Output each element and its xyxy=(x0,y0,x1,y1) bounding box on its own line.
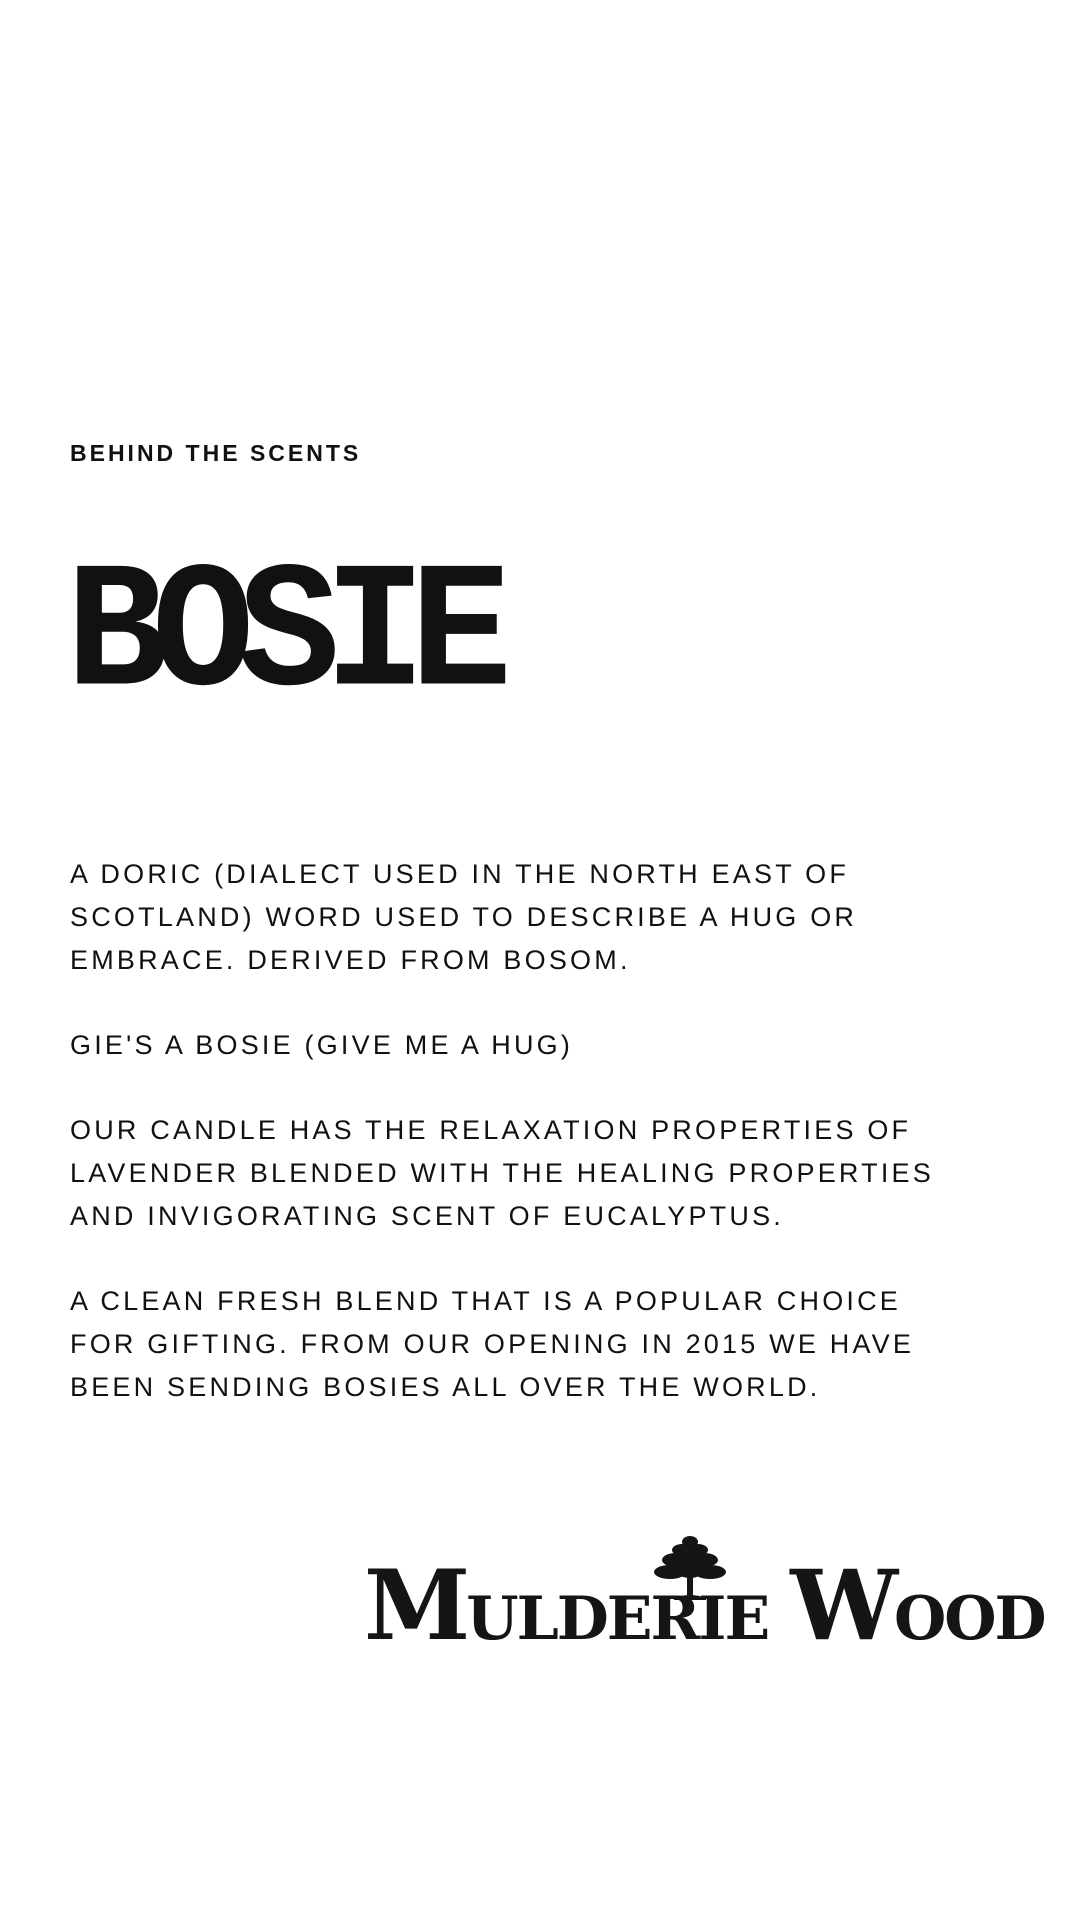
section-kicker: BEHIND THE SCENTS xyxy=(70,440,362,466)
text-line: EMBRACE. DERIVED FROM BOSOM. xyxy=(70,945,631,975)
text-line: A DORIC (DIALECT USED IN THE NORTH EAST OF xyxy=(70,859,850,889)
text-line: LAVENDER BLENDED WITH THE HEALING PROPERTIES xyxy=(70,1158,934,1188)
text-line: OUR CANDLE HAS THE RELAXATION PROPERTIES OF xyxy=(70,1115,912,1145)
text-line: FOR GIFTING. FROM OUR OPENING IN 2015 WE HAVE xyxy=(70,1329,915,1359)
text-line: BEEN SENDING BOSIES ALL OVER THE WORLD. xyxy=(70,1372,821,1402)
text-line: A CLEAN FRESH BLEND THAT IS A POPULAR CHOICE xyxy=(70,1286,902,1316)
wordmark-rest: ULDERIE xyxy=(466,1584,769,1654)
wordmark-initial: W xyxy=(790,1549,895,1662)
page-title: BOSIE xyxy=(66,535,497,739)
paragraph-phrase xyxy=(70,1024,1030,1067)
paragraph-gifting xyxy=(70,1280,1030,1409)
text-line: SCOTLAND) WORD USED TO DESCRIBE A HUG OR xyxy=(70,902,858,932)
brand-wordmark xyxy=(364,1549,1045,1662)
description xyxy=(70,853,1030,1451)
text-line: GIE'S A BOSIE (GIVE ME A HUG) xyxy=(70,1030,574,1060)
wordmark-rest: OOD xyxy=(894,1584,1045,1654)
brand-logo xyxy=(364,1534,1045,1662)
text-line: AND INVIGORATING SCENT OF EUCALYPTUS. xyxy=(70,1201,784,1231)
paragraph-scent xyxy=(70,1109,1030,1238)
wordmark-initial: M xyxy=(364,1549,467,1662)
paragraph-definition xyxy=(70,853,1030,982)
